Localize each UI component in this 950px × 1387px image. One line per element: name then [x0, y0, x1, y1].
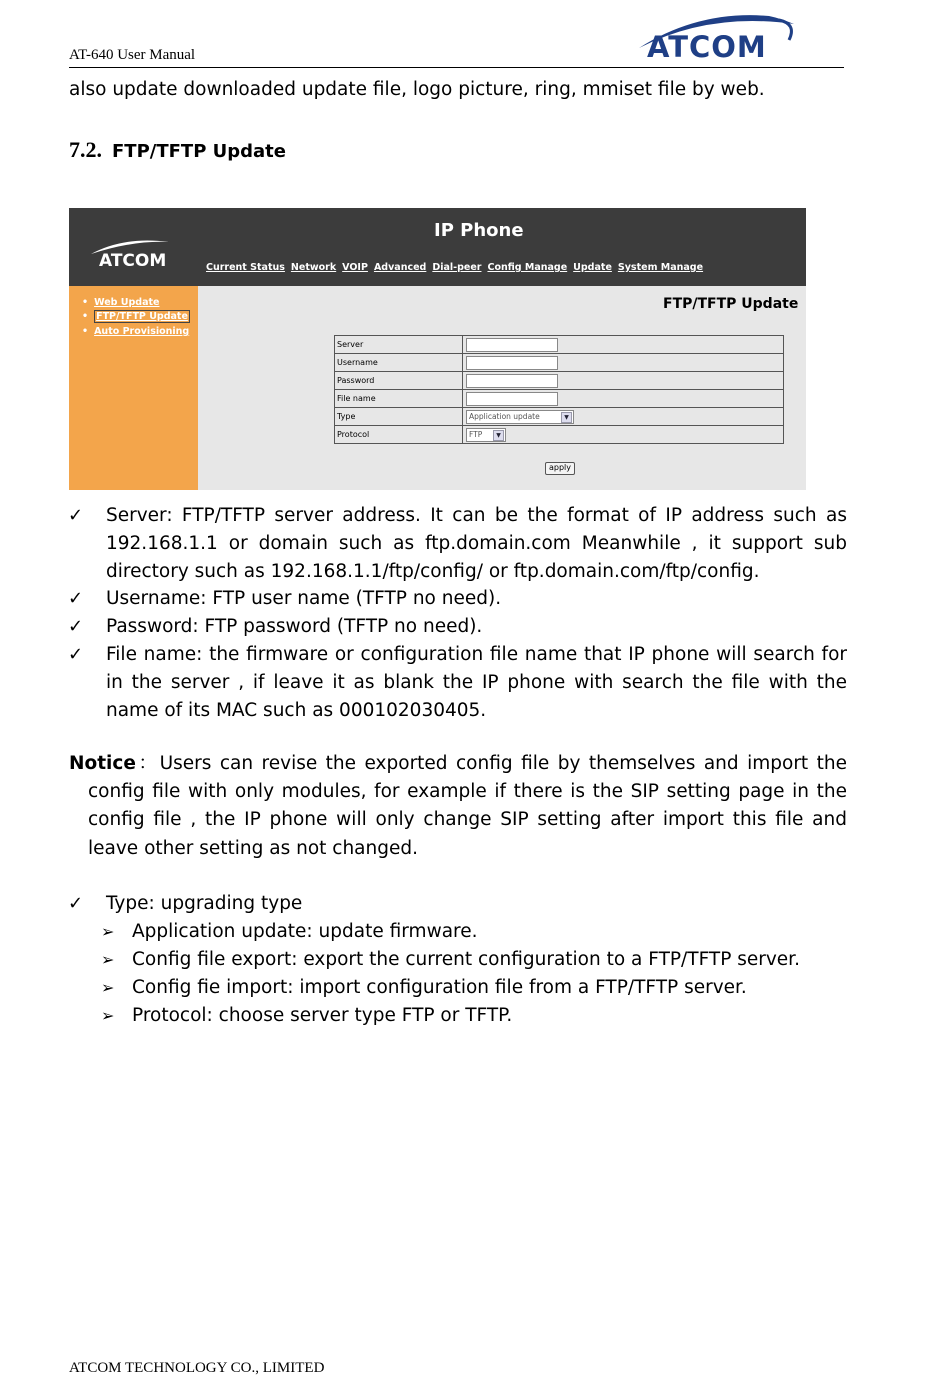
- form-row: [335, 354, 784, 372]
- form-row: [335, 372, 784, 390]
- arrow-bullet-icon: ➢: [101, 1006, 115, 1025]
- notice-continuation: config file with only modules, for example if there is the SIP setting page in the config file , the IP phone will only change SIP setting after import this file and leave other setting as not changed.: [88, 781, 847, 859]
- bullet-type: [68, 890, 847, 918]
- update-form: [334, 335, 784, 444]
- page-header: [69, 30, 844, 68]
- sub-item-text: Config file export: export the current configuration to a FTP/TFTP server.: [132, 949, 800, 970]
- atcom-logo: [629, 10, 799, 70]
- checkmark-icon: ✓: [68, 893, 84, 914]
- form-row: [335, 336, 784, 354]
- notice-label: Notice: [69, 753, 136, 774]
- nav-voip[interactable]: VOIP: [342, 262, 368, 273]
- section-title: FTP/TFTP Update: [112, 141, 286, 162]
- apply-button[interactable]: apply: [545, 462, 575, 475]
- screenshot-nav: [206, 262, 709, 273]
- password-cell: [463, 372, 784, 390]
- type-select-value: Application update: [469, 411, 540, 421]
- checkmark-icon: ✓: [68, 505, 84, 526]
- chevron-down-icon: ▼: [561, 412, 572, 423]
- password-input[interactable]: [466, 374, 558, 388]
- nav-system-manage[interactable]: System Manage: [617, 262, 704, 273]
- form-row: [335, 426, 784, 444]
- checkmark-icon: ✓: [68, 616, 84, 637]
- bullet-server-text: Server: FTP/TFTP server address. It can be the format of IP address such as 192.168.1.1 or domain such as ftp.domain.com Meanwhile , it support sub directory such as 192.168.1.1/ftp/config/ or ftp.domain.com/ftp/config.: [106, 505, 847, 582]
- password-label: Password: [335, 372, 463, 390]
- notice-separator: ：: [135, 753, 160, 774]
- screenshot-page-title: FTP/TFTP Update: [663, 296, 799, 312]
- form-row: [335, 390, 784, 408]
- notice-paragraph: [69, 750, 847, 863]
- type-label: Type: [335, 408, 463, 426]
- sub-item-protocol: [101, 1002, 513, 1030]
- bullet-username: [68, 585, 847, 613]
- intro-text: also update downloaded update file, logo picture, ring, mmiset file by web.: [69, 79, 765, 100]
- notice-line1: Users can revise the exported config file by themselves and import the: [159, 753, 847, 774]
- nav-current-status[interactable]: Current Status: [206, 262, 285, 273]
- bullet-password: [68, 613, 847, 641]
- sub-item-text: Config fie import: import configuration file from a FTP/TFTP server.: [132, 977, 747, 998]
- sidebar-item-auto-provisioning[interactable]: • Auto Provisioning: [82, 326, 189, 337]
- section-heading: [69, 137, 286, 163]
- protocol-label: Protocol: [335, 426, 463, 444]
- nav-network[interactable]: Network: [290, 262, 337, 273]
- nav-update[interactable]: Update: [573, 262, 612, 273]
- chevron-down-icon: ▼: [493, 430, 504, 441]
- sub-item-text: Application update: update firmware.: [132, 921, 478, 942]
- sub-item-application-update: [101, 918, 478, 946]
- sub-item-config-import: [101, 974, 747, 1002]
- username-label: Username: [335, 354, 463, 372]
- nav-advanced[interactable]: Advanced: [373, 262, 427, 273]
- arrow-bullet-icon: ➢: [101, 978, 115, 997]
- bullet-file-name-text: File name: the firmware or configuration file name that IP phone will search for in the server , if leave it as blank the IP phone with search the file with the name of its MAC such as 000102030405.: [106, 644, 847, 721]
- server-label: Server: [335, 336, 463, 354]
- protocol-select[interactable]: [466, 428, 506, 442]
- logo-text: ATCOM: [647, 30, 767, 64]
- manual-title: AT-640 User Manual: [69, 47, 196, 63]
- checkmark-icon: ✓: [68, 588, 84, 609]
- bullet-file-name: [68, 641, 847, 724]
- file-name-input[interactable]: [466, 392, 558, 406]
- bullet-server: [68, 502, 847, 585]
- arrow-bullet-icon: ➢: [101, 922, 115, 941]
- sub-item-config-export: [101, 946, 800, 974]
- type-cell: [463, 408, 784, 426]
- file-name-cell: [463, 390, 784, 408]
- sub-item-text: Protocol: choose server type FTP or TFTP.: [132, 1005, 513, 1026]
- arrow-bullet-icon: ➢: [101, 950, 115, 969]
- web-ui-screenshot: [69, 208, 806, 490]
- bullet-username-text: Username: FTP user name (TFTP no need).: [106, 588, 502, 609]
- screenshot-header: [69, 208, 806, 286]
- checkmark-icon: ✓: [68, 644, 84, 665]
- screenshot-sidebar: [69, 286, 198, 490]
- nav-dial-peer[interactable]: Dial-peer: [432, 262, 482, 273]
- screenshot-title: IP Phone: [434, 220, 524, 241]
- username-input[interactable]: [466, 356, 558, 370]
- file-name-label: File name: [335, 390, 463, 408]
- page-footer: ATCOM TECHNOLOGY CO., LIMITED: [69, 1360, 325, 1376]
- server-input[interactable]: [466, 338, 558, 352]
- protocol-cell: [463, 426, 784, 444]
- bullet-password-text: Password: FTP password (TFTP no need).: [106, 616, 483, 637]
- server-cell: [463, 336, 784, 354]
- sidebar-item-ftp-tftp-update[interactable]: • FTP/TFTP Update: [82, 311, 190, 322]
- nav-config-manage[interactable]: Config Manage: [487, 262, 568, 273]
- protocol-select-value: FTP: [469, 429, 483, 439]
- username-cell: [463, 354, 784, 372]
- notice-first-line: [69, 750, 847, 778]
- screenshot-brand: ATCOM: [99, 251, 167, 271]
- section-number: 7.2.: [69, 137, 102, 162]
- type-select[interactable]: [466, 410, 574, 424]
- bullet-type-text: Type: upgrading type: [106, 893, 303, 914]
- form-row: [335, 408, 784, 426]
- sidebar-item-web-update[interactable]: • Web Update: [82, 297, 159, 308]
